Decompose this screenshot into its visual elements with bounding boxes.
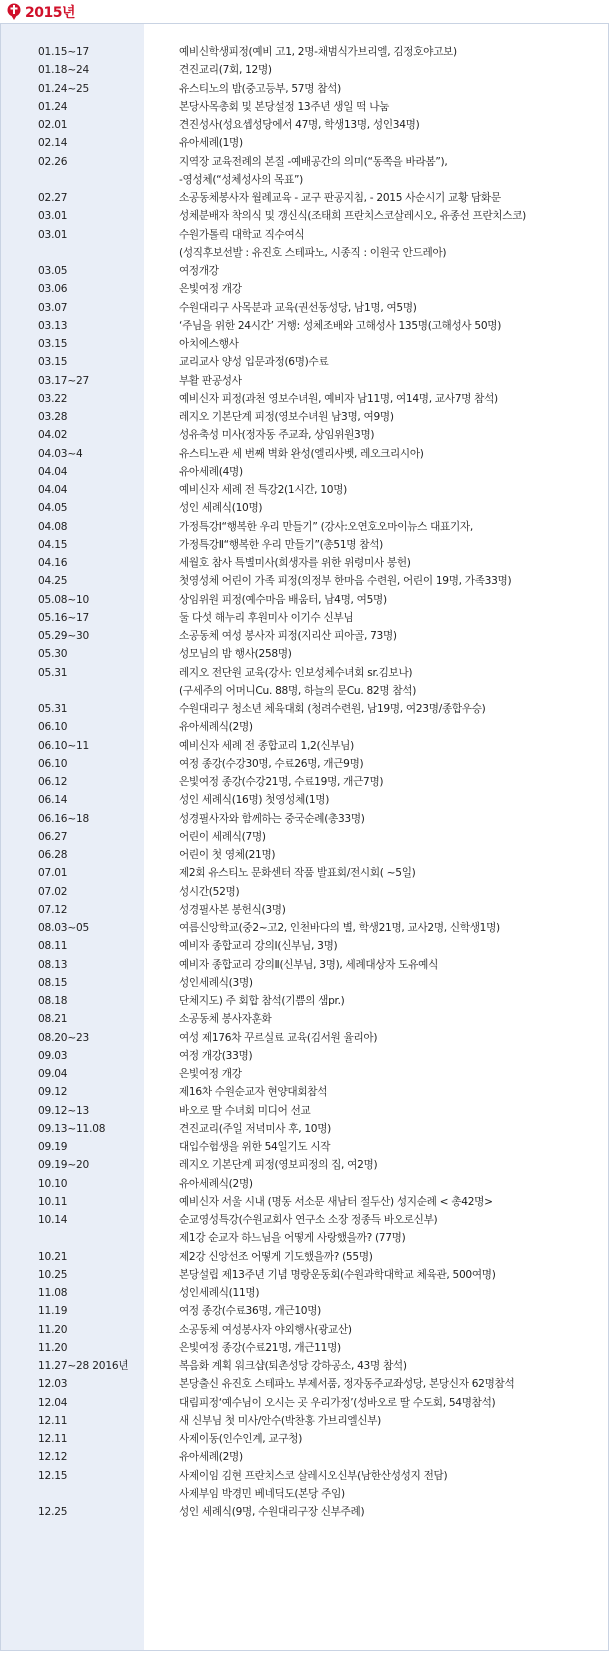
event-date: 08.11: [38, 940, 68, 953]
event-date: 10.11: [38, 1195, 68, 1208]
timeline-row: [1, 645, 608, 663]
event-date: 03.06: [38, 283, 68, 296]
timeline-row: [1, 1138, 608, 1156]
event-description: 부활 판공성사: [179, 374, 242, 387]
timeline-row: [1, 499, 608, 517]
timeline-row: [1, 1193, 608, 1211]
event-date: 03.15: [38, 338, 68, 350]
timeline-row: [1, 1485, 608, 1503]
event-description: 은빛여정 개강: [179, 283, 242, 296]
event-date: 07.01: [38, 867, 68, 880]
timeline-row: [1, 1029, 608, 1047]
timeline-row: [1, 718, 608, 736]
timeline-row: [1, 846, 608, 864]
event-date: 06.16~18: [38, 812, 90, 825]
event-date: 12.12: [38, 1451, 68, 1464]
timeline-row: [1, 1266, 608, 1284]
event-description: 소공동체 봉사자훈화: [179, 1013, 272, 1026]
event-date: 12.11: [38, 1433, 68, 1445]
event-description: 둘 다섯 해누리 후원미사 이기수 신부님: [179, 611, 354, 624]
event-date: 01.18~24: [38, 64, 90, 77]
event-description: 성인 세례식(9명, 수원대리구장 신부주례): [179, 1506, 365, 1518]
timeline-row: [1, 682, 608, 700]
event-description: 레지오 전단원 교육(강사: 인보성체수녀회 sr.김보나): [179, 666, 413, 679]
timeline-row: [1, 883, 608, 901]
timeline-row: [1, 956, 608, 974]
timeline-row: [1, 43, 608, 61]
event-date: 10.10: [38, 1177, 68, 1190]
timeline-row: [1, 1339, 608, 1357]
event-date: 06.10: [38, 721, 68, 734]
event-date: 08.15: [38, 976, 68, 989]
timeline-row: [1, 353, 608, 371]
event-date: 10.21: [38, 1250, 68, 1263]
event-date: 11.19: [38, 1305, 68, 1318]
event-description: 제1강 순교자 하느님을 어떻게 사랑했을까? (77명): [179, 1232, 406, 1245]
event-description: 소공동체 여성봉사자 야외행사(광교산): [179, 1323, 352, 1336]
event-description: 예비자 종합교리 강의Ⅰ(신부님, 3명): [179, 940, 338, 953]
event-description: 견진교리(주일 저녁미사 후, 10명): [179, 1122, 332, 1135]
event-description: ‘주님을 위한 24시간’ 거행: 성체조배와 고해성사 135명(고해성사 50명): [179, 319, 502, 332]
event-date: 04.03~4: [38, 447, 83, 460]
timeline-row: [1, 335, 608, 353]
timeline-row: [1, 1448, 608, 1466]
timeline-row: [1, 1375, 608, 1393]
event-description: 성모님의 밤 행사(258명): [179, 648, 292, 661]
event-date: 03.07: [38, 301, 68, 314]
event-description: 레지오 기본단계 피정(영보피정의 집, 여2명): [179, 1159, 378, 1172]
timeline-row: [1, 1229, 608, 1247]
event-description: (성직후보선발 : 유진호 스테파노, 시종직 : 이원국 안드레아): [179, 246, 447, 259]
timeline-row: [1, 536, 608, 554]
event-description: 유스티노의 밤(중고등부, 57명 참석): [179, 82, 341, 95]
event-description: 제2회 유스티노 문화센터 작품 발표회/전시회( ~5일): [179, 867, 416, 880]
event-description: 수원가톨릭 대학교 직수여식: [179, 228, 305, 241]
event-date: 03.13: [38, 319, 68, 332]
timeline-row: [1, 810, 608, 828]
event-date: 07.02: [38, 885, 68, 898]
event-date: 03.28: [38, 411, 68, 423]
timeline-rows: [1, 43, 608, 1521]
event-description: 수원대리구 청소년 체육대회 (청려수련원, 남19명, 여23명/종합우승): [179, 703, 486, 715]
event-date: 05.31: [38, 703, 68, 715]
event-description: 사제이동(인수인계, 교구청): [179, 1433, 303, 1445]
year-header: [6, 2, 75, 22]
event-description: 은빛여정 종강(수강21명, 수료19명, 개근7명): [179, 776, 384, 788]
timeline-row: [1, 627, 608, 645]
event-description: 여정 종강(수료36명, 개근10명): [179, 1305, 321, 1318]
year-title: 2015년: [25, 5, 75, 21]
event-date: 05.30: [38, 648, 68, 661]
event-description: 견진교리(7회, 12명): [179, 64, 272, 77]
timeline-table: [0, 23, 609, 1651]
event-description: 바오로 딸 수녀회 미디어 선교: [179, 1104, 311, 1117]
timeline-row: [1, 390, 608, 408]
event-date: 06.27: [38, 830, 68, 843]
event-description: 본당사목총회 및 본당설정 13주년 생일 떡 나눔: [179, 100, 390, 113]
timeline-row: [1, 1430, 608, 1448]
timeline-row: [1, 98, 608, 116]
timeline-row: [1, 937, 608, 955]
timeline-row: [1, 171, 608, 189]
event-date: 03.15: [38, 356, 68, 369]
event-description: 유아세례식(2명): [179, 1177, 253, 1190]
event-date: 05.16~17: [38, 611, 90, 624]
timeline-row: [1, 372, 608, 390]
event-date: 06.14: [38, 794, 68, 807]
event-description: 여정 개강(33명): [179, 1049, 253, 1062]
event-date: 04.04: [38, 484, 68, 496]
event-description: 견진성사(성요셉성당에서 47명, 학생13명, 성인34명): [179, 119, 420, 131]
event-date: 08.20~23: [38, 1031, 90, 1044]
event-description: 교리교사 양성 입문과정(6명)수료: [179, 356, 329, 369]
timeline-row: [1, 1211, 608, 1229]
timeline-row: [1, 426, 608, 444]
event-date: 05.31: [38, 666, 68, 679]
event-date: 12.15: [38, 1469, 68, 1482]
event-date: 08.13: [38, 958, 68, 971]
event-date: 08.03~05: [38, 922, 90, 934]
timeline-row: [1, 609, 608, 627]
event-description: 레지오 기본단계 피정(영보수녀원 남3명, 여9명): [179, 411, 394, 423]
event-date: 02.14: [38, 137, 68, 150]
event-description: 소공동체봉사자 월례교육 - 교구 판공지침, - 2015 사순시기 교황 담화문: [179, 192, 501, 204]
event-description: 어린이 세례식(7명): [179, 830, 266, 843]
event-date: 02.26: [38, 155, 68, 168]
timeline-row: [1, 1175, 608, 1193]
timeline-row: [1, 755, 608, 773]
timeline-row: [1, 153, 608, 171]
event-description: 유아세례식(2명): [179, 721, 253, 734]
event-description: 첫영성체 어린이 가족 피정(의정부 한마음 수련원, 어린이 19명, 가족33명): [179, 575, 512, 588]
timeline-row: [1, 1412, 608, 1430]
event-date: 09.19: [38, 1141, 68, 1153]
timeline-row: [1, 791, 608, 809]
event-description: 여름신앙학교(중2~고2, 인천바다의 별, 학생21명, 교사2명, 신학생1명): [179, 922, 500, 934]
timeline-row: [1, 828, 608, 846]
timeline-row: [1, 773, 608, 791]
event-date: 04.16: [38, 557, 68, 569]
event-date: 06.28: [38, 849, 68, 861]
event-date: 09.04: [38, 1068, 68, 1080]
timeline-row: [1, 1394, 608, 1412]
event-date: 04.04: [38, 465, 68, 478]
event-date: 09.03: [38, 1049, 68, 1062]
event-date: 10.25: [38, 1268, 68, 1281]
event-date: 11.27~28 2016년: [38, 1360, 129, 1372]
timeline-row: [1, 189, 608, 207]
event-description: 예비자 종합교리 강의Ⅱ(신부님, 3명), 세례대상자 도유예식: [179, 958, 439, 971]
event-description: 은빛여정 종강(수료21명, 개근11명): [179, 1341, 341, 1354]
event-date: 03.17~27: [38, 374, 90, 387]
timeline-row: [1, 1302, 608, 1320]
event-description: 은빛여정 개강: [179, 1068, 242, 1080]
timeline-row: [1, 1156, 608, 1174]
event-date: 09.19~20: [38, 1159, 90, 1172]
timeline-row: [1, 1083, 608, 1101]
event-date: 04.02: [38, 429, 68, 442]
event-date: 12.25: [38, 1506, 68, 1518]
event-description: 예비신자 세례 전 종합교리 1,2(신부님): [179, 739, 354, 752]
event-description: 어린이 첫 영체(21명): [179, 849, 276, 861]
event-date: 07.12: [38, 903, 68, 916]
event-description: 사제이임 김현 프란치스코 살레시오신부(남한산성성지 전담): [179, 1469, 448, 1482]
event-date: 08.18: [38, 995, 68, 1007]
event-description: 예비신자 피정(과천 영보수녀원, 예비자 남11명, 여14명, 교사7명 참석): [179, 392, 498, 405]
event-date: 11.08: [38, 1287, 68, 1299]
event-date: 03.22: [38, 392, 68, 405]
event-description: 성경필사본 봉헌식(3명): [179, 903, 286, 916]
timeline-row: [1, 974, 608, 992]
timeline-row: [1, 1065, 608, 1083]
event-date: 03.01: [38, 210, 68, 223]
event-description: 성유축성 미사(정자동 주교좌, 상임위원3명): [179, 429, 375, 442]
event-date: 06.10~11: [38, 739, 90, 752]
event-date: 05.08~10: [38, 593, 90, 606]
event-description: 새 신부님 첫 미사/안수(박찬홍 가브리엘신부): [179, 1414, 382, 1427]
event-date: 01.24: [38, 100, 68, 113]
timeline-row: [1, 518, 608, 536]
event-description: 제2강 신앙선조 어떻게 기도했을까? (55명): [179, 1250, 373, 1263]
event-date: 09.12~13: [38, 1104, 90, 1117]
timeline-row: [1, 280, 608, 298]
event-description: 예비신자 세례 전 특강2(1시간, 10명): [179, 484, 347, 496]
event-description: 유아세례(1명): [179, 137, 243, 150]
event-date: 04.08: [38, 520, 68, 533]
timeline-row: [1, 919, 608, 937]
event-description: 사제부임 박경민 베네딕도(본당 주임): [179, 1487, 345, 1500]
timeline-row: [1, 116, 608, 134]
event-description: 복음화 계획 워크샵(퇴촌성당 강하공소, 43명 참석): [179, 1360, 407, 1372]
timeline-row: [1, 901, 608, 919]
event-date: 09.13~11.08: [38, 1122, 106, 1135]
event-description: 여정개강: [179, 265, 219, 277]
timeline-row: [1, 408, 608, 426]
timeline-row: [1, 1321, 608, 1339]
timeline-row: [1, 1503, 608, 1521]
event-date: 01.15~17: [38, 46, 90, 58]
timeline-row: [1, 244, 608, 262]
timeline-row: [1, 664, 608, 682]
event-description: 성인 세례식(10명): [179, 502, 263, 515]
event-description: (구세주의 어머니Cu. 88명, 하늘의 문Cu. 82명 참석): [179, 684, 417, 697]
timeline-row: [1, 1248, 608, 1266]
event-date: 12.03: [38, 1378, 68, 1391]
event-date: 12.11: [38, 1414, 68, 1427]
timeline-row: [1, 299, 608, 317]
event-description: 성인세례식(3명): [179, 976, 253, 989]
event-description: 대림피정‘예수님이 오시는 곳 우리가정’(성바오로 딸 수도회, 54명참석): [179, 1396, 496, 1409]
timeline-row: [1, 572, 608, 590]
event-date: 11.20: [38, 1341, 68, 1354]
event-date: 11.20: [38, 1323, 68, 1336]
event-description: 성인세례식(11명): [179, 1287, 260, 1299]
timeline-row: [1, 134, 608, 152]
event-date: 01.24~25: [38, 82, 90, 95]
timeline-row: [1, 591, 608, 609]
event-description: 여정 종강(수강30명, 수료26명, 개근9명): [179, 757, 364, 770]
event-date: 06.12: [38, 776, 68, 788]
event-description: 수원대리구 사목분과 교육(권선동성당, 남1명, 여5명): [179, 301, 417, 314]
timeline-row: [1, 445, 608, 463]
event-date: 03.01: [38, 228, 68, 241]
timeline-row: [1, 992, 608, 1010]
timeline-row: [1, 226, 608, 244]
event-description: 순교영성특강(수원교회사 연구소 소장 정종득 바오로신부): [179, 1214, 438, 1226]
timeline-row: [1, 1357, 608, 1375]
event-description: 가정특강Ⅰ“행복한 우리 만들기” (강사:오연호오마이뉴스 대표기자,: [179, 520, 473, 533]
event-description: 유스티노관 세 번째 벽화 완성(엘리사벳, 레오크리시아): [179, 447, 424, 460]
timeline-row: [1, 463, 608, 481]
timeline-row: [1, 1467, 608, 1485]
event-date: 02.27: [38, 192, 68, 204]
event-description: 세월호 참사 특별미사(희생자를 위한 위령미사 봉헌): [179, 557, 411, 569]
timeline-row: [1, 317, 608, 335]
timeline-row: [1, 262, 608, 280]
timeline-row: [1, 737, 608, 755]
event-date: 04.15: [38, 538, 68, 551]
event-description: 유아세례(2명): [179, 1451, 243, 1464]
event-description: 단체지도) 주 회합 참석(기쁨의 샘pr.): [179, 995, 345, 1007]
timeline-row: [1, 207, 608, 225]
event-description: 아치에스행사: [179, 338, 239, 350]
event-description: 성시간(52명): [179, 885, 240, 898]
event-description: 지역장 교육전례의 본질 -예배공간의 의미(“동쪽을 바라봄”),: [179, 155, 448, 168]
timeline-row: [1, 1120, 608, 1138]
timeline-row: [1, 1102, 608, 1120]
event-description: 제16차 수원순교자 현양대회참석: [179, 1086, 328, 1099]
event-date: 10.14: [38, 1214, 68, 1226]
event-description: 본당출신 유진호 스테파노 부제서품, 정자동주교좌성당, 본당신자 62명참석: [179, 1378, 515, 1391]
event-date: 04.25: [38, 575, 68, 588]
timeline-row: [1, 481, 608, 499]
event-date: 08.21: [38, 1013, 68, 1026]
event-date: 03.05: [38, 265, 68, 277]
event-description: 여성 제176차 꾸르실료 교육(김서원 율리아): [179, 1031, 378, 1044]
event-description: 대입수험생을 위한 54일기도 시작: [179, 1141, 331, 1153]
event-date: 12.04: [38, 1396, 68, 1409]
event-description: 소공동체 여성 봉사자 피정(지리산 피아골, 73명): [179, 630, 397, 642]
event-description: 본당설립 제13주년 기념 명랑운동회(수원과학대학교 체육관, 500여명): [179, 1268, 496, 1281]
timeline-row: [1, 700, 608, 718]
event-date: 05.29~30: [38, 630, 90, 642]
event-description: 성경필사자와 함께하는 중국순례(총33명): [179, 812, 365, 825]
timeline-row: [1, 1010, 608, 1028]
timeline-row: [1, 1284, 608, 1302]
timeline-row: [1, 61, 608, 79]
timeline-row: [1, 554, 608, 572]
event-date: 06.10: [38, 757, 68, 770]
cross-marker-icon: [6, 3, 22, 21]
event-description: -영성체(“성체성사의 목표”): [179, 173, 303, 186]
timeline-row: [1, 864, 608, 882]
event-date: 02.01: [38, 119, 68, 131]
event-description: 성체분배자 착의식 및 갱신식(조태희 프란치스코살레시오, 유종선 프란치스코): [179, 210, 527, 223]
event-description: 가정특강Ⅱ“행복한 우리 만들기”(총51명 참석): [179, 538, 383, 551]
event-description: 성인 세례식(16명) 첫영성체(1명): [179, 794, 330, 807]
event-date: 04.05: [38, 502, 68, 515]
timeline-row: [1, 80, 608, 98]
event-description: 예비신자 서울 시내 (명동 서소문 새남터 절두산) 성지순례 < 총42명>: [179, 1195, 493, 1208]
event-description: 상임위원 피정(예수마음 배움터, 남4명, 여5명): [179, 593, 387, 606]
event-description: 유아세례(4명): [179, 465, 243, 478]
event-date: 09.12: [38, 1086, 68, 1099]
timeline-row: [1, 1047, 608, 1065]
event-description: 예비신학생피정(예비 고1, 2명-채범식가브리엘, 김정호야고보): [179, 46, 457, 58]
